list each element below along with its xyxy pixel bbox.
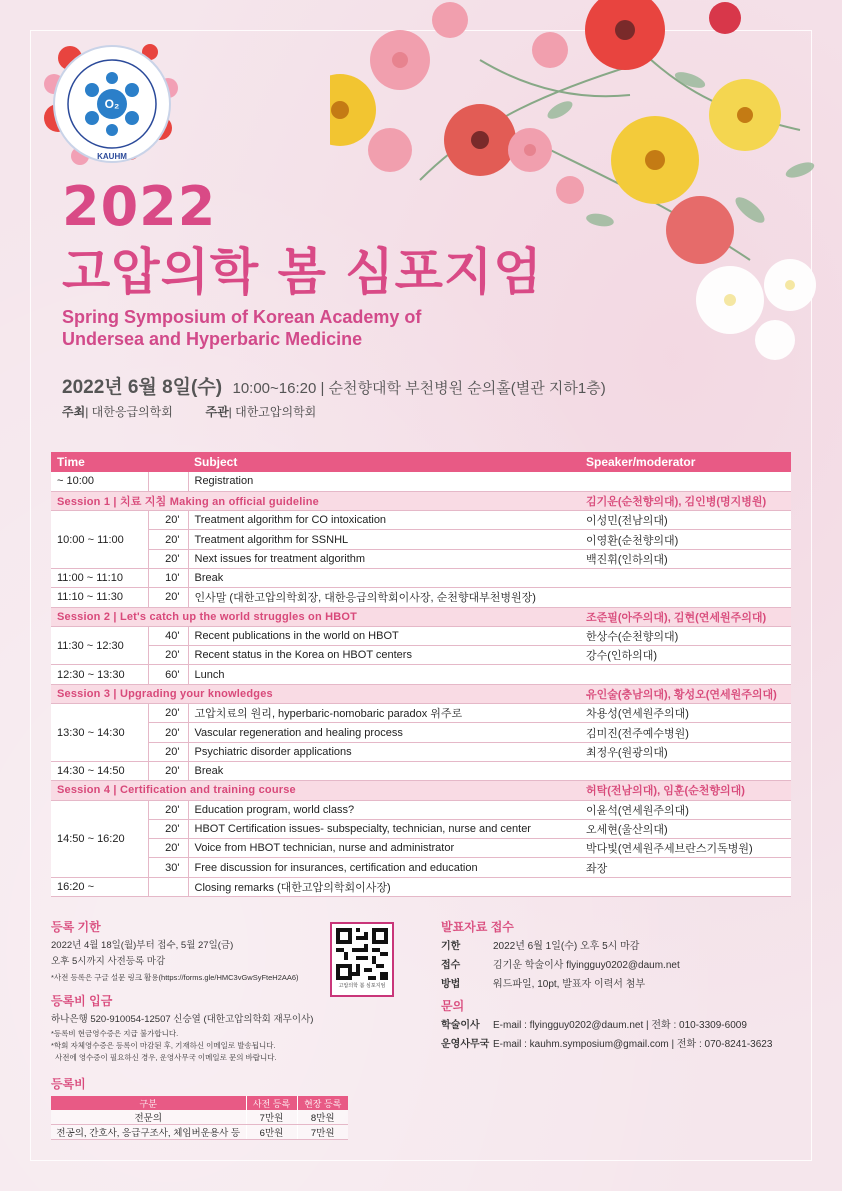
table-row bbox=[51, 800, 791, 819]
speaker-cell: 이영환(순천향의대) bbox=[580, 530, 791, 549]
fee-header-row bbox=[51, 1096, 348, 1110]
speaker-cell bbox=[580, 761, 791, 780]
table-row bbox=[51, 646, 791, 665]
time-cell: 16:20 ~ bbox=[51, 877, 148, 896]
time-cell: 14:30 ~ 14:50 bbox=[51, 761, 148, 780]
contact-title: 문의 bbox=[441, 999, 465, 1013]
logo bbox=[30, 28, 200, 178]
fee-row bbox=[51, 1125, 348, 1140]
schedule-table bbox=[51, 452, 791, 897]
subject-cell: HBOT Certification issues- subspecialty, technician, nurse and center bbox=[188, 819, 580, 838]
contact-office bbox=[441, 1035, 811, 1054]
table-row bbox=[51, 472, 791, 491]
table-row bbox=[51, 858, 791, 877]
deadline-title: 등록 기한 bbox=[51, 920, 101, 934]
submission-method bbox=[441, 975, 801, 994]
subject-cell: Break bbox=[188, 568, 580, 587]
speaker-cell bbox=[580, 568, 791, 587]
subject-cell: Break bbox=[188, 761, 580, 780]
subject-cell: Recent publications in the world on HBOT bbox=[188, 626, 580, 645]
duration-cell: 40' bbox=[148, 626, 188, 645]
qr-code-image bbox=[336, 928, 388, 980]
session-moderator: 조준필(아주의대), 김현(연세원주의대) bbox=[580, 607, 791, 626]
contact-academic bbox=[441, 1016, 811, 1035]
submission-deadline-value: 2022년 6월 1일(수) 오후 5시 마감 bbox=[493, 941, 640, 952]
table-row bbox=[51, 723, 791, 742]
subject-cell: Psychiatric disorder applications bbox=[188, 742, 580, 761]
account-info: 하나은행 520-910054-12507 신승열 (대한고압의학회 재무이사) bbox=[51, 1014, 314, 1025]
organizer: | 대한고압의학회 bbox=[228, 405, 317, 419]
subject-cell: Registration bbox=[188, 472, 580, 491]
session-moderator: 김기운(순천향의대), 김인병(명지병원) bbox=[580, 491, 791, 510]
speaker-cell: 차용성(연세원주의대) bbox=[580, 704, 791, 723]
fee-onsite: 8만원 bbox=[297, 1110, 348, 1125]
host-line bbox=[62, 403, 316, 420]
fee-table bbox=[51, 1096, 348, 1140]
subject-cell: Closing remarks (대한고압의학회이사장) bbox=[188, 877, 580, 896]
subject-cell: Free discussion for insurances, certification and education bbox=[188, 858, 580, 877]
submission-deadline bbox=[441, 937, 801, 956]
duration-cell: 20' bbox=[148, 761, 188, 780]
deposit-note-1: *등록비 현금영수증은 지급 불가합니다. bbox=[51, 1029, 179, 1038]
deadline-line-1: 2022년 4월 18일(월)부터 접수, 5월 27일(금) bbox=[51, 940, 234, 951]
speaker-cell: 좌장 bbox=[580, 858, 791, 877]
session-moderator: 유인술(충남의대), 황성오(연세원주의대) bbox=[580, 684, 791, 703]
submission-receive-label: 접수 bbox=[441, 960, 461, 971]
session-row bbox=[51, 781, 791, 800]
subtitle-line-1: Spring Symposium of Korean Academy of bbox=[62, 307, 422, 327]
duration-cell: 20' bbox=[148, 839, 188, 858]
time-cell: 14:50 ~ 16:20 bbox=[51, 800, 148, 877]
deposit-note-3: 사전에 영수증이 필요하신 경우, 운영사무국 이메일로 문의 바랍니다. bbox=[55, 1053, 277, 1062]
table-row bbox=[51, 819, 791, 838]
fee-header-onsite: 현장 등록 bbox=[297, 1096, 348, 1110]
contact-office-label: 운영사무국 bbox=[441, 1039, 490, 1050]
speaker-cell bbox=[580, 665, 791, 684]
time-cell: 10:00 ~ 11:00 bbox=[51, 511, 148, 569]
fee-title-text: 등록비 bbox=[51, 1077, 86, 1091]
duration-cell: 10' bbox=[148, 568, 188, 587]
session-row bbox=[51, 607, 791, 626]
subject-cell: Treatment algorithm for SSNHL bbox=[188, 530, 580, 549]
duration-cell: 20' bbox=[148, 819, 188, 838]
session-row bbox=[51, 684, 791, 703]
contact-section bbox=[441, 997, 811, 1054]
table-row bbox=[51, 761, 791, 780]
subject-cell: Lunch bbox=[188, 665, 580, 684]
speaker-cell: 이성민(전남의대) bbox=[580, 511, 791, 530]
fee-onsite: 7만원 bbox=[297, 1125, 348, 1140]
session-title: Session 3 | Upgrading your knowledges bbox=[51, 684, 580, 703]
duration-cell bbox=[148, 472, 188, 491]
host: | 대한응급의학회 bbox=[85, 405, 173, 419]
header-time: Time bbox=[51, 452, 148, 472]
speaker-cell bbox=[580, 588, 791, 607]
duration-cell: 20' bbox=[148, 530, 188, 549]
fee-row bbox=[51, 1110, 348, 1125]
table-row bbox=[51, 704, 791, 723]
duration-cell: 20' bbox=[148, 511, 188, 530]
table-row bbox=[51, 626, 791, 645]
subject-cell: Recent status in the Korea on HBOT centers bbox=[188, 646, 580, 665]
header-duration bbox=[148, 452, 188, 472]
speaker-cell: 오세현(울산의대) bbox=[580, 819, 791, 838]
speaker-cell: 백진휘(인하의대) bbox=[580, 549, 791, 568]
duration-cell: 60' bbox=[148, 665, 188, 684]
speaker-cell: 김미진(전주예수병원) bbox=[580, 723, 791, 742]
table-row bbox=[51, 568, 791, 587]
duration-cell: 20' bbox=[148, 704, 188, 723]
qr-caption: 고압의학 봄 심포지엄 bbox=[338, 983, 386, 989]
fee-title bbox=[51, 1075, 86, 1092]
duration-cell: 20' bbox=[148, 588, 188, 607]
subject-cell: Next issues for treatment algorithm bbox=[188, 549, 580, 568]
subject-cell: 고압치료의 원리, hyperbaric-nomobaric paradox 위주로 bbox=[188, 704, 580, 723]
speaker-cell bbox=[580, 472, 791, 491]
subtitle-english bbox=[62, 306, 482, 350]
contact-office-value: E-mail : kauhm.symposium@gmail.com | 전화 : 070-8241-3623 bbox=[493, 1039, 773, 1050]
session-row bbox=[51, 491, 791, 510]
submission-method-value: 워드파일, 10pt, 발표자 이력서 첨부 bbox=[493, 979, 646, 990]
schedule-header-row bbox=[51, 452, 791, 472]
subject-cell: Voice from HBOT technician, nurse and administrator bbox=[188, 839, 580, 858]
date-line bbox=[62, 372, 606, 399]
registration-deadline bbox=[51, 918, 341, 984]
duration-cell: 20' bbox=[148, 549, 188, 568]
title-year: 2022 bbox=[62, 175, 217, 238]
organizer-label: 주관 bbox=[205, 405, 229, 419]
submission-title: 발표자료 접수 bbox=[441, 920, 514, 934]
event-date: 2022년 6월 8일(수) bbox=[62, 377, 223, 398]
speaker-cell bbox=[580, 877, 791, 896]
time-cell: 11:30 ~ 12:30 bbox=[51, 626, 148, 665]
speaker-cell: 한상수(순천향의대) bbox=[580, 626, 791, 645]
deposit-title: 등록비 입금 bbox=[51, 994, 113, 1008]
host-label: 주최 bbox=[62, 405, 86, 419]
table-row bbox=[51, 877, 791, 896]
table-row bbox=[51, 742, 791, 761]
deposit-note-2: *학회 자체영수증은 등록이 마감된 후, 기재하신 이메일로 발송됩니다. bbox=[51, 1041, 276, 1050]
speaker-cell: 최정우(원광의대) bbox=[580, 742, 791, 761]
header-subject: Subject bbox=[188, 452, 580, 472]
subtitle-line-2: Undersea and Hyperbaric Medicine bbox=[62, 329, 363, 349]
table-row bbox=[51, 839, 791, 858]
speaker-cell: 강수(인하의대) bbox=[580, 646, 791, 665]
table-row bbox=[51, 511, 791, 530]
qr-code[interactable] bbox=[330, 922, 394, 997]
table-row bbox=[51, 549, 791, 568]
deadline-note: *사전 등록은 구글 설문 링크 활용(https://forms.gle/HMC3vGwSyFteH2AA6) bbox=[51, 973, 299, 982]
header-speaker: Speaker/moderator bbox=[580, 452, 791, 472]
fee-pre: 6만원 bbox=[246, 1125, 297, 1140]
svg-text:KAUHM: KAUHM bbox=[97, 152, 127, 161]
session-title: Session 1 | 치료 지침 Making an official guideline bbox=[51, 491, 580, 510]
svg-text:O₂: O₂ bbox=[104, 97, 120, 111]
time-cell: 12:30 ~ 13:30 bbox=[51, 665, 148, 684]
registration-deposit bbox=[51, 992, 351, 1064]
title-main: 고압의학 봄 심포지엄 bbox=[62, 243, 543, 301]
session-moderator: 허탁(전남의대), 임훈(순천향의대) bbox=[580, 781, 791, 800]
time-cell: 11:00 ~ 11:10 bbox=[51, 568, 148, 587]
speaker-cell: 이윤석(연세원주의대) bbox=[580, 800, 791, 819]
table-row bbox=[51, 530, 791, 549]
duration-cell bbox=[148, 877, 188, 896]
table-row bbox=[51, 665, 791, 684]
contact-academic-label: 학술이사 bbox=[441, 1020, 480, 1031]
submission-receive-value: 김기운 학술이사 flyingguy0202@daum.net bbox=[493, 960, 680, 971]
duration-cell: 20' bbox=[148, 742, 188, 761]
subject-cell: Vascular regeneration and healing process bbox=[188, 723, 580, 742]
time-cell: 11:10 ~ 11:30 bbox=[51, 588, 148, 607]
table-row bbox=[51, 588, 791, 607]
event-time-place: 10:00~16:20 | 순천향대학 부천병원 순의홀(별관 지하1층) bbox=[232, 380, 606, 397]
fee-header-category: 구분 bbox=[51, 1096, 246, 1110]
duration-cell: 20' bbox=[148, 646, 188, 665]
speaker-cell: 박다빛(연세원주세브란스기독병원) bbox=[580, 839, 791, 858]
submission-deadline-label: 기한 bbox=[441, 941, 461, 952]
time-cell: 13:30 ~ 14:30 bbox=[51, 704, 148, 762]
subject-cell: Education program, world class? bbox=[188, 800, 580, 819]
subject-cell: Treatment algorithm for CO intoxication bbox=[188, 511, 580, 530]
submission-receive bbox=[441, 956, 801, 975]
submission-section bbox=[441, 918, 801, 994]
contact-academic-value: E-mail : flyingguy0202@daum.net | 전화 : 010-3309-6009 bbox=[493, 1020, 747, 1031]
fee-header-pre: 사전 등록 bbox=[246, 1096, 297, 1110]
fee-pre: 7만원 bbox=[246, 1110, 297, 1125]
session-title: Session 2 | Let's catch up the world struggles on HBOT bbox=[51, 607, 580, 626]
submission-method-label: 방법 bbox=[441, 979, 461, 990]
time-cell: ~ 10:00 bbox=[51, 472, 148, 491]
duration-cell: 20' bbox=[148, 800, 188, 819]
duration-cell: 30' bbox=[148, 858, 188, 877]
subject-cell: 인사말 (대한고압의학회장, 대한응급의학회이사장, 순천향대부천병원장) bbox=[188, 588, 580, 607]
deadline-line-2: 오후 5시까지 사전등록 마감 bbox=[51, 956, 166, 967]
duration-cell: 20' bbox=[148, 723, 188, 742]
session-title: Session 4 | Certification and training course bbox=[51, 781, 580, 800]
fee-category: 전공의, 간호사, 응급구조사, 체임버운용사 등 bbox=[51, 1125, 246, 1140]
fee-category: 전문의 bbox=[51, 1110, 246, 1125]
